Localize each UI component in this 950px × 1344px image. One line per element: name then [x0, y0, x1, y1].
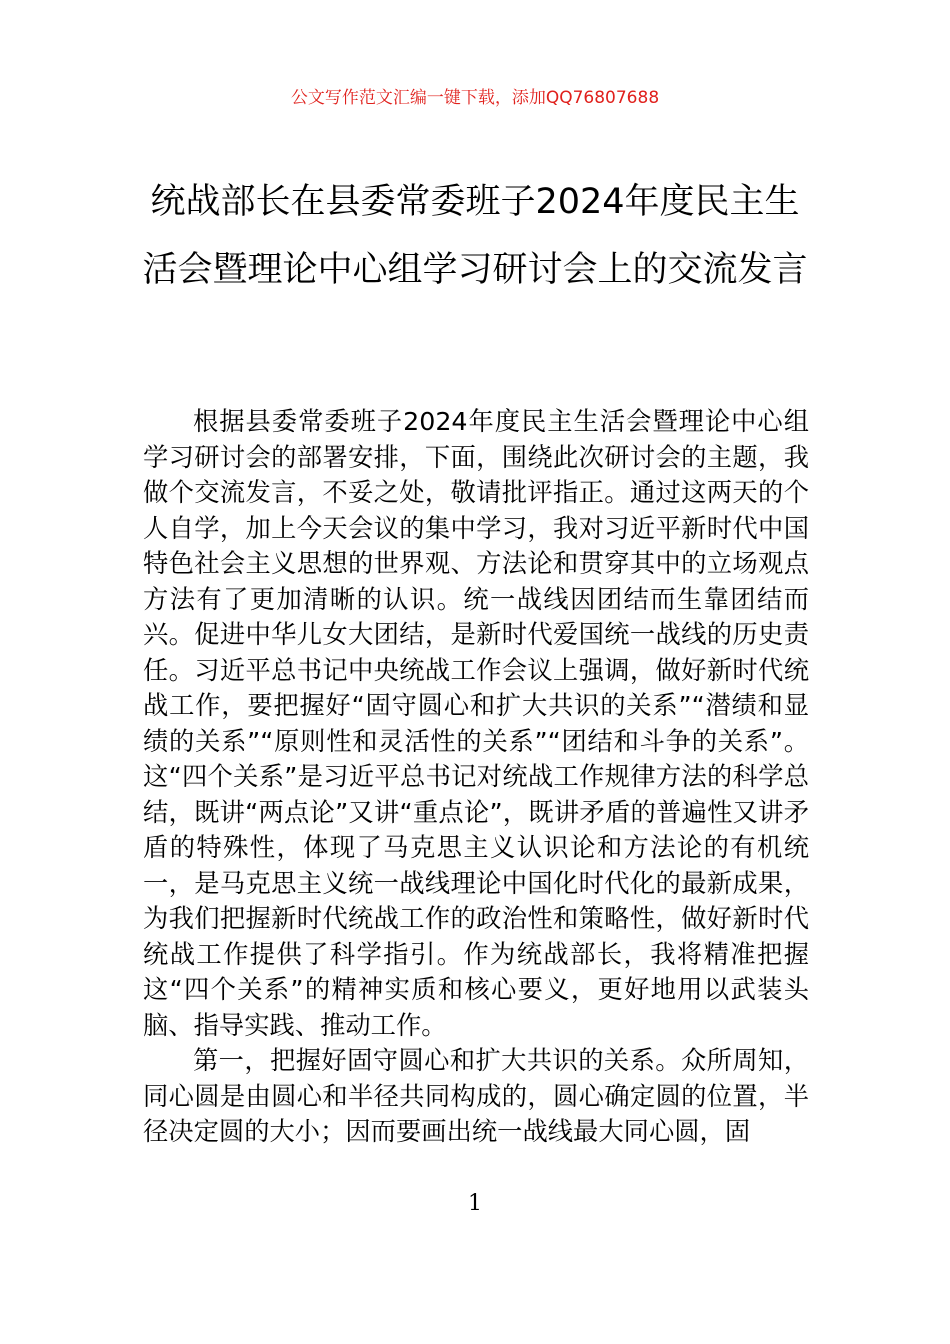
- page-number: 1: [468, 1191, 482, 1216]
- document-title: 统战部长在县委常委班子2024年度民主生活会暨理论中心组学习研讨会上的交流发言: [142, 182, 808, 290]
- document-body: [143, 404, 809, 1150]
- body-paragraph-2: 第一，把握好固守圆心和扩大共识的关系。众所周知，同心圆是由圆心和半径共同构成的，圆心确定圆的位置，半径决定圆的大小；因而要画出统一战线最大同心圆，固: [143, 1046, 809, 1146]
- body-paragraph-1: 根据县委常委班子2024年度民主生活会暨理论中心组学习研讨会的部署安排，下面，围绕此次研讨会的主题，我做个交流发言，不妥之处，敬请批评指正。通过这两天的个人自学，加上今天会议的集中学习，我对习近平新时代中国特色社会主义思想的世界观、方法论和贯穿其中的立场观点方法有了更加清晰的认识。统一战线因团结而生靠团结而兴。促进中华儿女大团结，是新时代爱国统一战线的历史责任。习近平总书记中央统战工作会议上强调，做好新时代统战工作，要把握好“固守圆心和扩大共识的关系”“潜绩和显绩的关系”“原则性和灵活性的关系”“团结和斗争的关系”。这“四个关系”是习近平总书记对统战工作规律方法的科学总结，既讲“两点论”又讲“重点论”，既讲矛盾的普遍性又讲矛盾的特殊性，体现了马克思主义认识论和方法论的有机统一，是马克思主义统一战线理论中国化时代化的最新成果，为我们把握新时代统战工作的政治性和策略性，做好新时代统战工作提供了科学指引。作为统战部长，我将精准把握这“四个关系”的精神实质和核心要义，更好地用以武装头脑、指导实践、推动工作。: [143, 407, 809, 1040]
- header-promo-text: 公文写作范文汇编一键下载，添加QQ76807688: [290, 88, 660, 108]
